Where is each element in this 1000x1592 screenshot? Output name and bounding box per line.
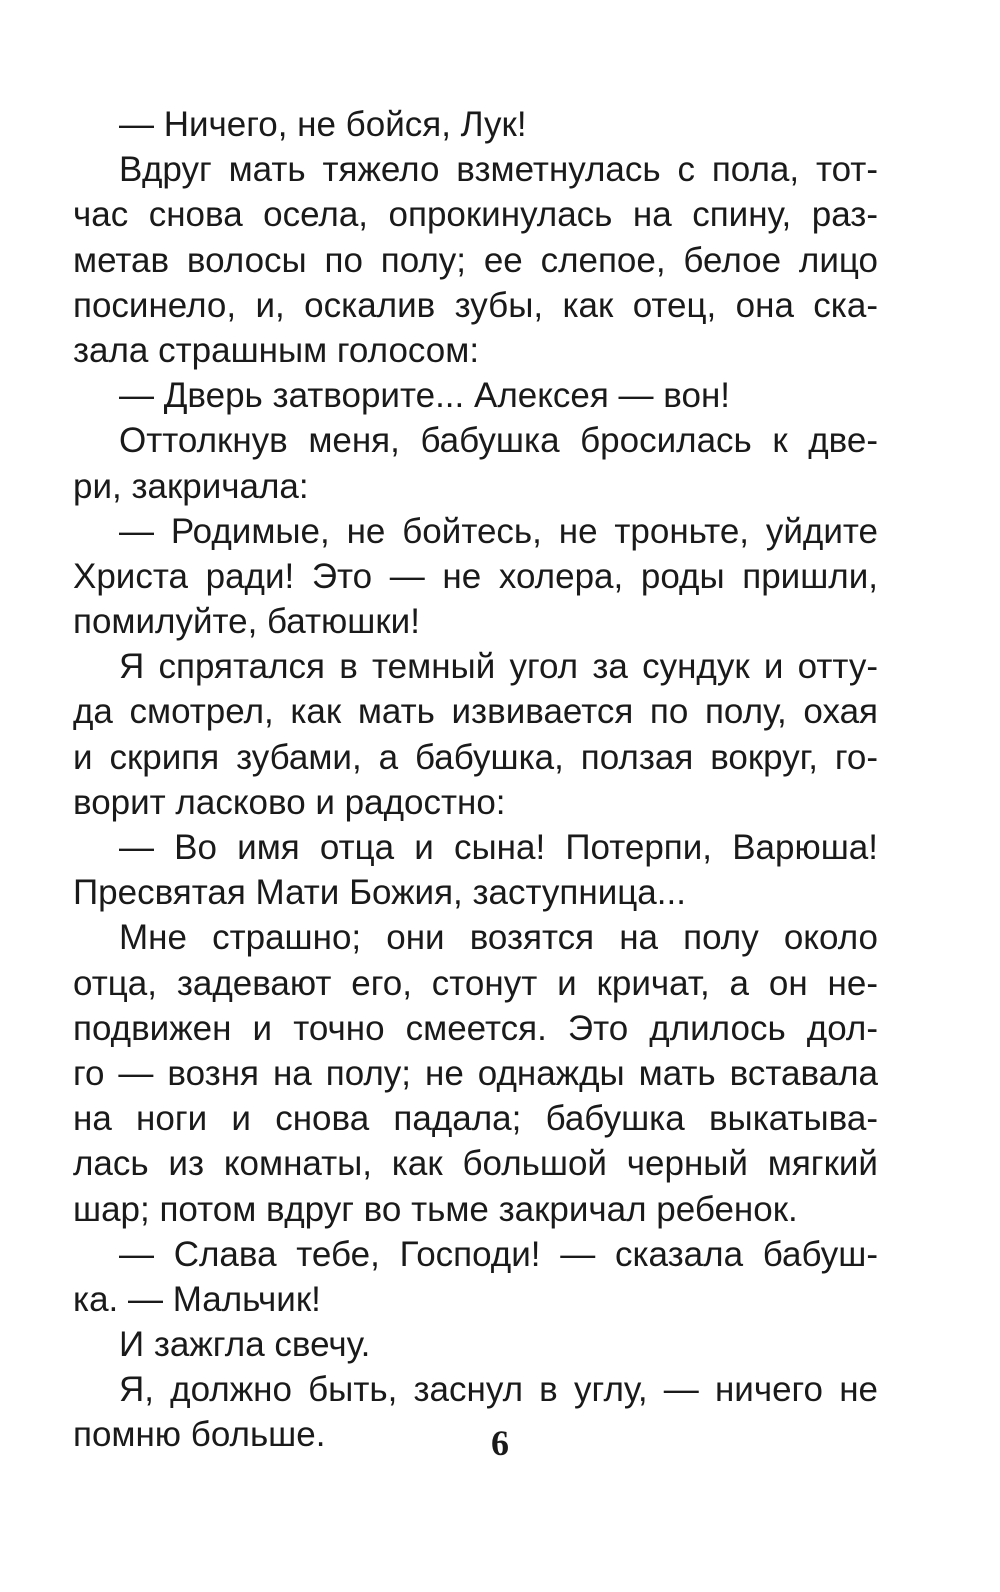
text-line: Я, должно быть, заснул в углу, — ничего не: [119, 1370, 878, 1410]
page-number: 6: [491, 1423, 509, 1463]
text-line: Мне страшно; они возятся на полу около: [119, 918, 878, 958]
text-line: зала страшным голосом:: [73, 330, 480, 370]
text-line: да смотрел, как мать извивается по полу, охая: [73, 692, 878, 732]
text-line: подвижен и точно смеется. Это длилось дол-: [73, 1008, 878, 1048]
text-line: Оттолкнув меня, бабушка бросилась к две-: [119, 421, 878, 461]
text-line: помилуйте, батюшки!: [73, 602, 420, 642]
text-line: И зажгла свечу.: [119, 1325, 371, 1365]
text-line: ри, закричала:: [73, 466, 309, 506]
text-line: го — возня на полу; не однажды мать вставала: [73, 1053, 878, 1093]
text-line: отца, задевают его, стонут и кричат, а он не-: [73, 963, 878, 1003]
text-line: Пресвятая Мати Божия, заступница...: [73, 873, 686, 913]
text-line: — Дверь затворите... Алексея — вон!: [119, 376, 730, 416]
text-line: метав волосы по полу; ее слепое, белое лицо: [73, 240, 878, 280]
text-line: Вдруг мать тяжело взметнулась с пола, тот-: [119, 150, 878, 190]
text-line: — Ничего, не бойся, Лук!: [119, 105, 527, 144]
text-line: и скрипя зубами, а бабушка, ползая вокруг, го-: [73, 737, 878, 777]
text-line: — Слава тебе, Господи! — сказала бабуш-: [119, 1234, 878, 1274]
text-line: лась из комнаты, как большой черный мягкий: [73, 1144, 878, 1184]
text-line: — Родимые, не бойтесь, не троньте, уйдите: [119, 511, 878, 551]
text-line: ворит ласково и радостно:: [73, 782, 506, 822]
text-line: Я спрятался в темный угол за сундук и отту-: [119, 647, 878, 687]
body-text: [73, 102, 878, 1458]
text-line: час снова осела, опрокинулась на спину, раз-: [73, 195, 878, 235]
text-line: Христа ради! Это — не холера, роды пришли,: [73, 556, 878, 596]
text-line: ка. — Мальчик!: [73, 1279, 321, 1319]
text-line: — Во имя отца и сына! Потерпи, Варюша!: [119, 828, 878, 867]
text-line: помню больше.: [73, 1415, 326, 1455]
text-line: шар; потом вдруг во тьме закричал ребенок.: [73, 1189, 798, 1229]
text-line: на ноги и снова падала; бабушка выкатыва-: [73, 1099, 878, 1139]
text-line: посинело, и, оскалив зубы, как отец, она ска-: [73, 285, 878, 325]
